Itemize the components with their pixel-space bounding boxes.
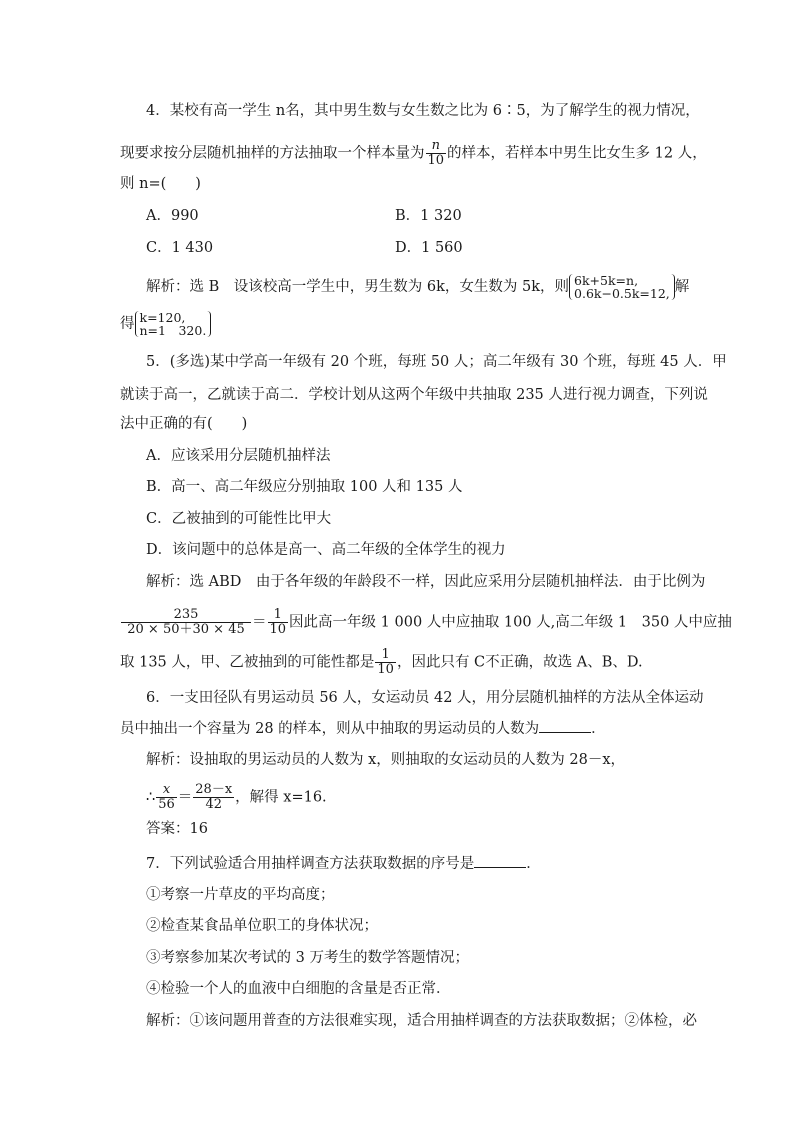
- q5-line-2: 就读于高一，乙就读于高二．学校计划从这两个年级中共抽取 235 人进行视力调查，下列说: [120, 387, 708, 403]
- q5-option-d: D．该问题中的总体是高一、高二年级的全体学生的视力: [146, 542, 506, 558]
- q5-probability-den: 10: [377, 662, 394, 677]
- q6-line-2-end: ．: [591, 721, 606, 737]
- q4-result-top: k=120,: [139, 310, 186, 325]
- q4-line-2-text-b: 的样本，若样本中男生比女生多 12 人，: [447, 145, 707, 162]
- q6-solution-line-2: [146, 783, 327, 812]
- q7-item-2: ②检查某食品单位职工的身体状况；: [146, 918, 378, 934]
- q7-item-3: ③考察参加某次考试的 3 万考生的数学答题情况；: [146, 950, 469, 966]
- q5-probability-fraction: [375, 648, 396, 677]
- q7-item-1: ①考察一片草皮的平均高度；: [146, 887, 335, 903]
- q5-solution-text-2: 因此高一年级 1 000 人中应抽取 100 人,高二年级 1 350 人中应抽: [289, 614, 732, 631]
- q4-fraction-num: n: [426, 139, 447, 154]
- q6-answer-blank: [539, 718, 591, 733]
- q4-line-2-text-a: 现要求按分层随机抽样的方法抽取一个样本量为: [120, 145, 425, 162]
- q4-option-a: A．990: [146, 208, 199, 224]
- q4-line-3: 则 n=( ): [120, 176, 201, 192]
- q5-ratio-fraction: [121, 608, 251, 637]
- q4-equation-system: [569, 274, 675, 300]
- q6-fraction-1: [156, 783, 177, 812]
- q4-result-bottom: n=1 320.: [139, 323, 207, 338]
- q4-option-c: C．1 430: [146, 240, 214, 256]
- q6-solution-end: ，解得 x=16.: [235, 789, 327, 806]
- q7-line-1-text: 7．下列试验适合用抽样调查方法获取数据的序号是: [146, 856, 475, 872]
- q6-fraction-2: [193, 783, 234, 812]
- q6-line-1: 6．一支田径队有男运动员 56 人，女运动员 42 人，用分层随机抽样的方法从全体运动: [146, 690, 704, 706]
- q4-eq-bottom: 0.6k−0.5k=12,: [574, 286, 670, 301]
- q4-fraction: [426, 139, 447, 168]
- q5-ratio-den: 20 × 50＋30 × 45: [127, 622, 245, 637]
- q5-option-c: C．乙被抽到的可能性比甲大: [146, 511, 332, 527]
- q4-line-2: [120, 139, 707, 168]
- q7-item-4: ④检验一个人的血液中白细胞的含量是否正常．: [146, 981, 451, 997]
- q5-one-tenth-den: 10: [269, 622, 287, 637]
- q5-line-3: 法中正确的有( ): [120, 416, 248, 432]
- q4-solution-line-2: [120, 311, 211, 337]
- q5-solution-line-2: [120, 608, 732, 637]
- q7-answer-blank: [474, 853, 526, 868]
- q5-one-tenth-num: 1: [268, 608, 289, 623]
- q5-ratio-num: 235: [121, 608, 251, 623]
- q6-fraction-1-den: 56: [158, 797, 175, 812]
- q6-fraction-2-num: 28－x: [195, 782, 233, 797]
- q6-line-2: [120, 718, 606, 739]
- q4-fraction-den: 10: [427, 153, 445, 168]
- q5-option-b: B．高一、高二年级应分别抽取 100 人和 135 人: [146, 479, 463, 495]
- q4-solution-text: 解析：选 B 设该校高一学生中，男生数为 6k，女生数为 5k，则: [146, 279, 570, 295]
- q5-solution-line-3: [120, 648, 643, 677]
- q5-one-tenth: [268, 608, 289, 637]
- q7-line-1: [146, 853, 541, 874]
- q6-answer: 答案：16: [146, 821, 208, 837]
- q6-line-2-text: 员中抽出一个容量为 28 的样本，则从中抽取的男运动员的人数为: [120, 721, 540, 737]
- q5-line-1: 5．(多选)某中学高一年级有 20 个班，每班 50 人；高二年级有 30 个班，每班 45 人．甲: [146, 354, 727, 370]
- q7-line-1-end: ．: [526, 856, 541, 872]
- q6-therefore: ∴: [146, 789, 156, 806]
- q4-solution-jie: 解: [674, 279, 690, 295]
- q5-solution-line-1: 解析：选 ABD 由于各年级的年龄段不一样，因此应采用分层随机抽样法．由于比例为: [146, 574, 706, 590]
- q5-equals: ＝: [252, 614, 267, 631]
- q5-probability-num: 1: [375, 648, 396, 663]
- q4-solution-de: 得: [120, 316, 135, 332]
- q6-fraction-2-den: 42: [205, 797, 222, 812]
- q6-equals: ＝: [177, 789, 193, 806]
- q7-solution: 解析：①该问题用普查的方法很难实现，适合用抽样调查的方法获取数据；②体检，必: [146, 1013, 697, 1029]
- q5-option-a: A．应该采用分层随机抽样法: [146, 448, 331, 464]
- q4-line-1: 4．某校有高一学生 n名，其中男生数与女生数之比为 6∶5，为了解学生的视力情况，: [146, 103, 700, 119]
- q5-solution-text-3b: ，因此只有 C不正确，故选 A、B、D.: [396, 654, 643, 671]
- q4-option-b: B．1 320: [395, 208, 462, 224]
- q5-solution-text-3a: 取 135 人，甲、乙被抽到的可能性都是: [120, 654, 375, 671]
- q4-eq-top: 6k+5k=n,: [574, 273, 639, 288]
- q4-option-d: D．1 560: [395, 240, 463, 256]
- q4-result-system: [135, 311, 212, 337]
- q6-fraction-1-num: x: [156, 783, 177, 798]
- q6-solution-line-1: 解析：设抽取的男运动员的人数为 x，则抽取的女运动员的人数为 28－x，: [146, 752, 626, 768]
- q4-solution-line-1: [146, 274, 689, 300]
